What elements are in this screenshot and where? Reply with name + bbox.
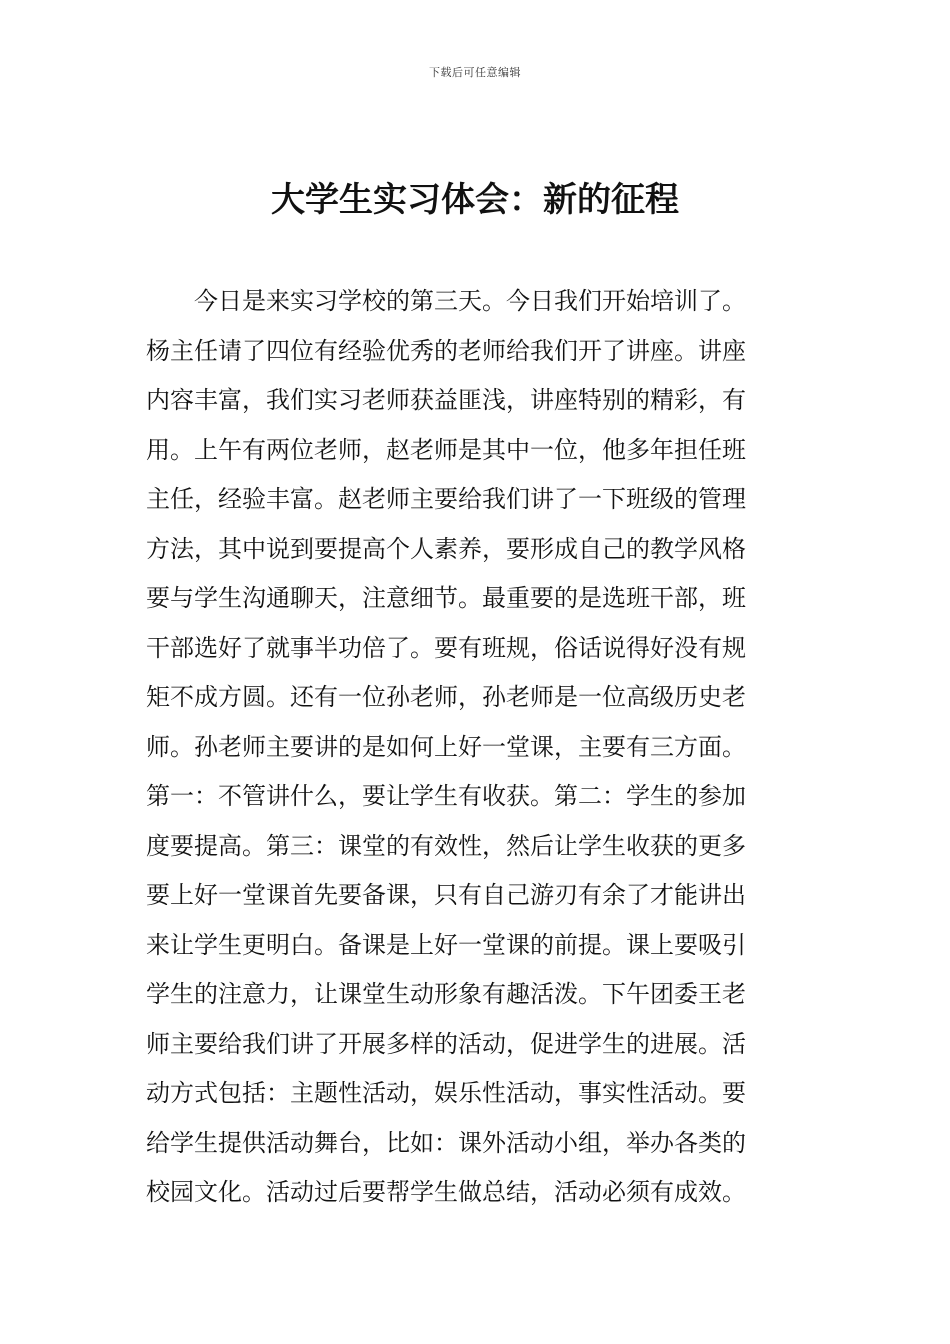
- body-paragraph: [146, 277, 806, 1218]
- page-header-note: 下载后可任意编辑: [429, 66, 521, 79]
- paragraph-line: 师主要给我们讲了开展多样的活动，促进学生的进展。活: [146, 1029, 746, 1058]
- paragraph-line: 校园文化。活动过后要帮学生做总结，活动必须有成效。: [146, 1178, 746, 1206]
- paragraph-line: 方法，其中说到要提高个人素养，要形成自己的教学风格: [146, 534, 746, 563]
- document-title: 大学生实习体会：新的征程: [271, 180, 679, 220]
- paragraph-line: 内容丰富，我们实习老师获益匪浅，讲座特别的精彩，有: [146, 386, 746, 414]
- paragraph-line: 学生的注意力，让课堂生动形象有趣活泼。下午团委王老: [146, 980, 746, 1008]
- paragraph-line: 干部选好了就事半功倍了。要有班规，俗话说得好没有规: [146, 633, 746, 662]
- paragraph-line: 要上好一堂课首先要备课，只有自己游刃有余了才能讲出: [146, 881, 746, 909]
- paragraph-line: 今日是来实习学校的第三天。今日我们开始培训了。: [194, 287, 746, 315]
- paragraph-line: 要与学生沟通聊天，注意细节。最重要的是选班干部，班: [146, 584, 746, 612]
- paragraph-line: 给学生提供活动舞台，比如：课外活动小组，举办各类的: [146, 1128, 746, 1157]
- paragraph-line: 度要提高。第三：课堂的有效性，然后让学生收获的更多: [146, 831, 746, 860]
- paragraph-line: 来让学生更明白。备课是上好一堂课的前提。课上要吸引: [146, 930, 746, 959]
- paragraph-line: 第一：不管讲什么，要让学生有收获。第二：学生的参加: [146, 782, 746, 810]
- paragraph-line: 师。孙老师主要讲的是如何上好一堂课，主要有三方面。: [146, 732, 746, 761]
- paragraph-line: 用。上午有两位老师，赵老师是其中一位，他多年担任班: [146, 435, 746, 464]
- paragraph-line: 主任，经验丰富。赵老师主要给我们讲了一下班级的管理: [146, 485, 746, 513]
- paragraph-line: 杨主任请了四位有经验优秀的老师给我们开了讲座。讲座: [146, 336, 746, 365]
- paragraph-line: 动方式包括：主题性活动，娱乐性活动，事实性活动。要: [146, 1079, 746, 1107]
- paragraph-line: 矩不成方圆。还有一位孙老师，孙老师是一位高级历史老: [146, 683, 746, 711]
